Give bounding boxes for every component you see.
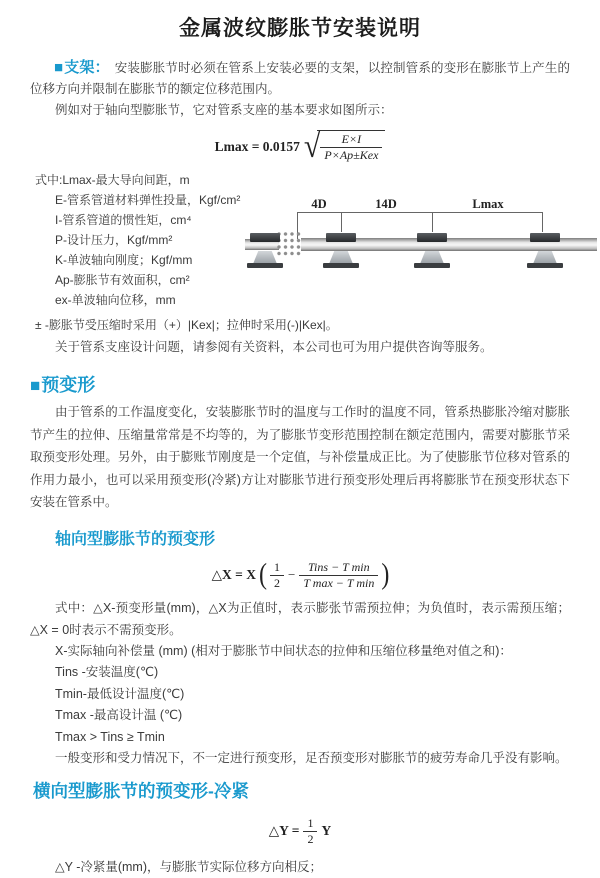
support-paragraph (30, 57, 570, 100)
support-base (414, 263, 450, 268)
open-paren: ( (258, 558, 267, 591)
axial-definition-line: 一般变形和受力情况下，不一定进行预变形，足否预变形对膨胀节的疲劳寿命几乎没有影响。 (55, 751, 568, 765)
support-heading: 支架： (64, 59, 110, 76)
axial-definitions (0, 641, 600, 770)
pipe-clamp (250, 233, 280, 242)
half-fraction (270, 560, 284, 591)
axial-explain: 式中：△X-预变形量(mm)，△X为正值时，表示膨张节需预拉伸；为负值时，表示需预压缩；△X = 0时表示不需预变形。 (30, 600, 570, 637)
axial-heading: 轴向型膨胀节的预变形 (55, 530, 216, 548)
radical-glyph: √ (303, 128, 321, 165)
axial-formula (0, 560, 600, 591)
formula-lhs: △X = X (211, 567, 256, 582)
formula-rhs: Y (321, 823, 332, 838)
pipe-support (245, 233, 285, 269)
definition-line: Ap-膨胀节有效面积，cm² (55, 273, 190, 287)
fraction-denominator: T max − T min (303, 575, 375, 590)
dim-label-4d: 4D (311, 197, 327, 211)
definition-line: K-单波轴向刚度；Kgf/mm (55, 253, 193, 267)
section-bullet-icon: ■ (54, 59, 64, 76)
fraction-numerator: Tins − T min (299, 560, 378, 576)
fraction-denominator: 2 (273, 575, 280, 590)
predeform-heading-row (30, 371, 600, 397)
sqrt-radical-icon (304, 130, 385, 163)
plus-minus-note: ± -膨胀节受压缩时采用（+）|Kex|；拉伸时采用(-)|Kex|。 (35, 318, 338, 332)
lateral-formula (0, 816, 600, 847)
fraction-denominator: 2 (307, 831, 314, 846)
definition-line: P-设计压力，Kgf/mm² (55, 233, 173, 247)
service-note: 关于管系支座设计问题，请参阅有关资料，本公司也可为用户提供咨询等服务。 (55, 340, 493, 354)
fraction-numerator: 1 (303, 816, 317, 832)
lateral-explain: △Y -冷紧量(mm)，与膨胀节实际位移方向相反； (55, 859, 323, 874)
pipe-clamp (417, 233, 447, 242)
pipe-support (525, 233, 565, 269)
axial-definition-line: Tins -安装温度(℃) (55, 665, 159, 679)
pipe-clamp (530, 233, 560, 242)
predeform-paragraph: 由于管系的工作温度变化，安装膨胀节时的温度与工作时的温度不同，管系热膨胀冷缩对膨胀节产生的拉伸、压缩量常常是不均等的，为了膨胀节变形范围控制在额定范围内，需要对膨胀节采取预变形处理。另外，由于膨账节刚度是一个定值，与补偿量成正比。为了使膨胀节位移对管系的作用力最小，也可以采用预变形(冷紧)方让对膨胀节进行预变形处理后再将膨胀节在预变形状态下安装在管系中。 (30, 405, 570, 509)
fraction-numerator: 1 (270, 560, 284, 576)
document-page (0, 12, 600, 874)
dimension-line (297, 212, 543, 213)
axial-definition-line: Tmax -最高设计温 (℃) (55, 708, 183, 722)
dim-label-14d: 14D (375, 197, 397, 211)
support-base (247, 263, 283, 268)
formula-lhs: Lmax = 0.0157 (214, 138, 300, 154)
pipe-support-diagram (245, 197, 597, 300)
half-fraction (303, 816, 317, 847)
support-base (527, 263, 563, 268)
lmax-formula (0, 130, 600, 163)
pipe-support (412, 233, 452, 269)
section-bullet-icon: ■ (30, 376, 41, 395)
support-base (323, 263, 359, 268)
dimension-tick (341, 212, 342, 232)
page-title: 金属波纹膨胀节安装说明 (179, 17, 421, 40)
radicand (317, 130, 385, 163)
support-example-line: 例如对于轴向型膨胀节，它对管系支座的基本要求如图所示： (55, 103, 393, 117)
pipe-support (321, 233, 361, 269)
minus-sign: − (287, 567, 296, 582)
axial-definition-line: X-实际轴向补偿量 (mm) (相对于膨胀节中间状态的拉伸和压缩位移量绝对值之和)： (55, 643, 512, 658)
axial-definition-line: Tmax > Tins ≥ Tmin (55, 729, 165, 744)
definition-line: 式中:Lmax-最大导向间距，m (35, 173, 190, 187)
formula-lhs: △Y = (268, 823, 300, 838)
fraction (320, 132, 382, 163)
definition-line: E-管系管道材料弹性投量，Kgf/cm² (55, 193, 241, 207)
temperature-fraction (299, 560, 378, 591)
support-paragraph-text: 安装膨胀节时必须在管系上安装必要的支架，以控制管系的变形在膨胀节上产生的位移方向并限制在膨胀节的额定位移范围内。 (30, 61, 570, 96)
dimension-tick (542, 212, 543, 232)
formula-numerator: E×I (320, 132, 382, 148)
definition-line: ex-单波轴向位移，mm (55, 293, 176, 307)
pipe-clamp (326, 233, 356, 242)
definition-line: I-管系管道的惯性矩，cm⁴ (55, 213, 192, 227)
close-paren: ) (381, 558, 390, 591)
definitions-and-diagram (35, 170, 600, 312)
lateral-heading: 横向型膨胀节的预变形-冷紧 (33, 780, 249, 801)
dimension-tick (432, 212, 433, 232)
formula-denominator: P×Ap±Kex (324, 148, 379, 162)
predeform-heading: 预变形 (41, 375, 96, 395)
axial-definition-line: Tmin-最低设计温度(℃) (55, 686, 185, 701)
dim-label-lmax: Lmax (472, 197, 504, 211)
